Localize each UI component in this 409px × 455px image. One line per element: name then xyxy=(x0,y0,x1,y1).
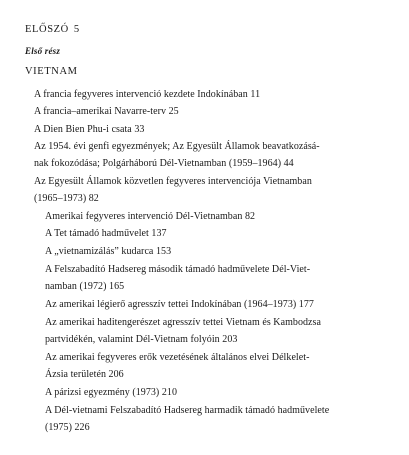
part-label: Első rész xyxy=(25,46,61,56)
toc-entry-line: A francia fegyveres intervenció kezdete Indokínában 11 xyxy=(34,89,261,100)
toc-entry-line: A francia–amerikai Navarre-terv 25 xyxy=(34,106,179,117)
toc-entry-line: Az amerikai légierő agresszív tettei Indokínában (1964–1973) 177 xyxy=(45,299,314,310)
foreword-title: ELŐSZÓ xyxy=(25,24,69,35)
toc-entry-line: partvidékén, valamint Dél-Vietnam folyóin 203 xyxy=(45,334,238,345)
toc-entry-line: Amerikai fegyveres intervenció Dél-Vietnamban 82 xyxy=(45,211,256,222)
toc-entry-line: A Tet támadó hadművelet 137 xyxy=(45,228,167,239)
toc-entry-line: nak fokozódása; Polgárháború Dél-Vietnamban (1959–1964) 44 xyxy=(34,158,294,169)
toc-entry-line: Ázsia területén 206 xyxy=(45,369,124,380)
toc-entry-line: A Felszabadító Hadsereg második támadó hadművelete Dél-Viet- xyxy=(45,264,311,275)
toc-entry-line: A Dien Bien Phu-i csata 33 xyxy=(34,124,145,135)
toc-entry-line: (1965–1973) 82 xyxy=(34,193,99,204)
toc-entry-line: namban (1972) 165 xyxy=(45,281,125,292)
toc-entry-line: Az Egyesült Államok közvetlen fegyveres intervenciója Vietnamban xyxy=(34,176,312,187)
toc-entry-line: Az amerikai haditengerészet agresszív tettei Vietnam és Kambodzsa xyxy=(45,317,321,328)
toc-entry-line: Az 1954. évi genfi egyezmények; Az Egyesült Államok beavatkozásá- xyxy=(34,141,320,152)
toc-entry-line: A Dél-vietnami Felszabadító Hadsereg harmadik támadó hadművelete xyxy=(45,405,330,416)
toc-entry-line: A párizsi egyezmény (1973) 210 xyxy=(45,387,178,398)
foreword-entry xyxy=(25,24,80,36)
foreword-page: 5 xyxy=(73,24,80,35)
part-title: VIETNAM xyxy=(25,66,78,77)
toc-entry-line: Az amerikai fegyveres erők vezetésének általános elvei Délkelet- xyxy=(45,352,310,363)
toc-entry-line: (1975) 226 xyxy=(45,422,90,433)
toc-entry-line: A „vietnamizálás” kudarca 153 xyxy=(45,246,172,257)
